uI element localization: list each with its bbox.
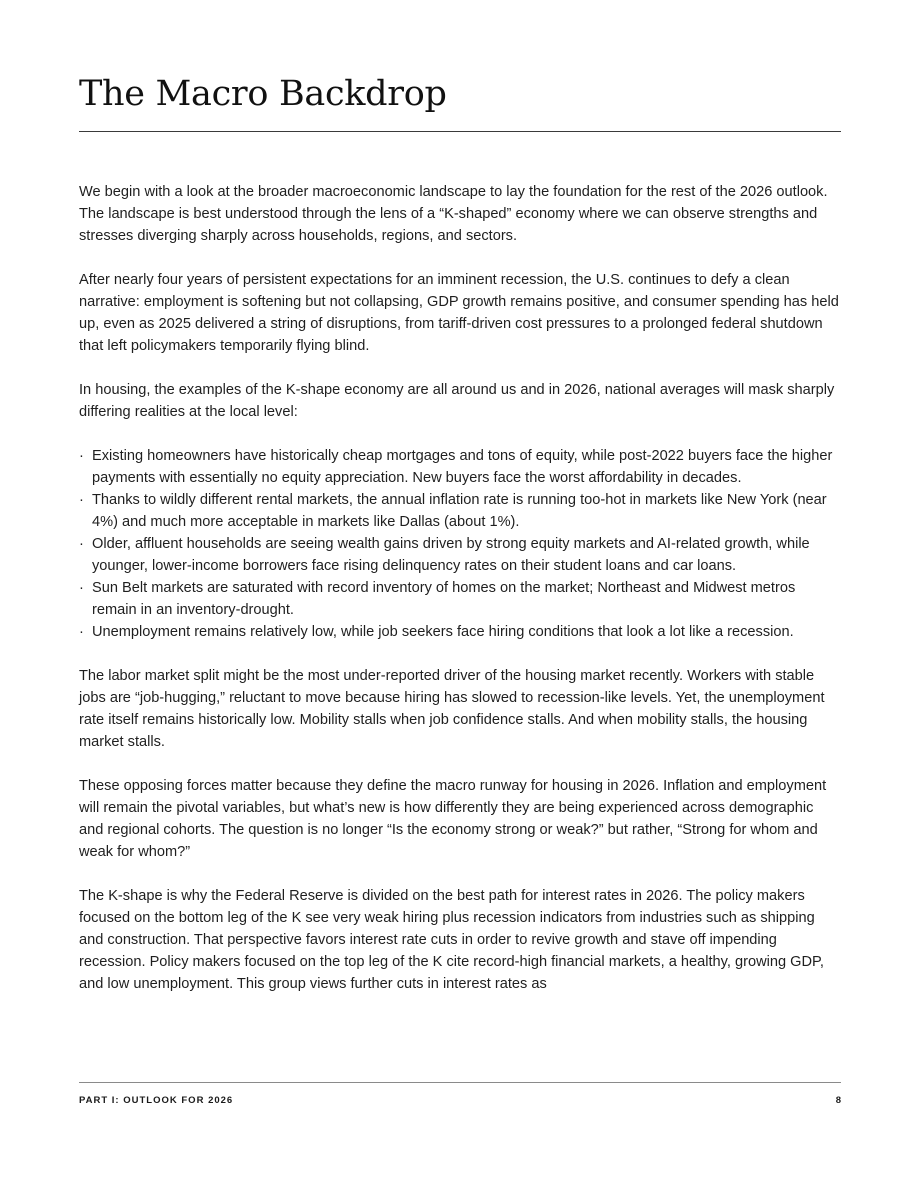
list-item-text: Sun Belt markets are saturated with record inventory of homes on the market; Northeast and Midwest metros remain in an inventory-drought. — [92, 580, 796, 618]
bullet-dot-icon: · — [79, 624, 84, 640]
list-item — [79, 489, 841, 533]
list-item-text: Existing homeowners have historically cheap mortgages and tons of equity, while post-2022 buyers face the higher payments with essentially no equity appreciation. New buyers face the worst affordability in decades. — [92, 448, 833, 486]
list-item — [79, 445, 841, 489]
k-shape-examples-list — [79, 445, 841, 643]
list-item-text: Unemployment remains relatively low, while job seekers face hiring conditions that look a lot like a recession. — [92, 624, 794, 640]
bullet-dot-icon: · — [79, 536, 84, 552]
list-item-text: Older, affluent households are seeing wealth gains driven by strong equity markets and AI-related growth, while younger, lower-income borrowers face rising delinquency rates on their student loans and car loans. — [92, 536, 810, 574]
list-item — [79, 533, 841, 577]
document-page — [79, 0, 841, 1183]
list-item — [79, 621, 841, 643]
page-title: The Macro Backdrop — [79, 74, 447, 114]
paragraph-intro-1: We begin with a look at the broader macroeconomic landscape to lay the foundation for the rest of the 2026 outlook. The landscape is best understood through the lens of a “K-shaped” economy where we can observe strengths and stresses diverging sharply across households, regions, and sectors. — [79, 184, 828, 244]
footer-divider — [79, 1082, 841, 1083]
paragraph-intro-2: After nearly four years of persistent expectations for an imminent recession, the U.S. continues to defy a clean narrative: employment is softening but not collapsing, GDP growth remains positive, and consumer spending has held up, even as 2025 delivered a string of disruptions, from tariff-driven cost pressures to a prolonged federal shutdown that left policymakers temporarily flying blind. — [79, 272, 839, 354]
title-divider — [79, 131, 841, 132]
paragraph-federal-reserve: The K-shape is why the Federal Reserve is divided on the best path for interest rates in 2026. The policy makers focused on the bottom leg of the K see very weak hiring plus recession indicators from industries such as shipping and construction. That perspective favors interest rate cuts in order to revive growth and stave off impending recession. Policy makers focused on the top leg of the K cite record-high financial markets, a healthy, growing GDP, and low unemployment. This group views further cuts in interest rates as — [79, 888, 824, 992]
list-item-text: Thanks to wildly different rental markets, the annual inflation rate is running too-hot in markets like New York (near 4%) and much more acceptable in markets like Dallas (about 1%). — [92, 492, 827, 530]
article-body — [79, 181, 841, 1017]
list-item — [79, 577, 841, 621]
paragraph-labor-market: The labor market split might be the most under-reported driver of the housing market recently. Workers with stable jobs are “job-hugging,” reluctant to move because hiring has slowed to recession-like levels. Yet, the unemployment rate itself remains historically low. Mobility stalls when job confidence stalls. And when mobility stalls, the housing market stalls. — [79, 668, 825, 750]
paragraph-opposing-forces: These opposing forces matter because they define the macro runway for housing in 2026. Inflation and employment will remain the pivotal variables, but what’s new is how differently they are being experienced across demographic and regional cohorts. The question is no longer “Is the economy strong or weak?” but rather, “Strong for whom and weak for whom?” — [79, 778, 827, 860]
bullet-dot-icon: · — [79, 492, 84, 508]
paragraph-intro-3: In housing, the examples of the K-shape economy are all around us and in 2026, national averages will mask sharply differing realities at the local level: — [79, 382, 835, 420]
bullet-dot-icon: · — [79, 580, 84, 596]
page-number: 8 — [835, 1095, 841, 1106]
footer-section-label: PART I: OUTLOOK FOR 2026 — [79, 1095, 234, 1106]
bullet-dot-icon: · — [79, 448, 84, 464]
